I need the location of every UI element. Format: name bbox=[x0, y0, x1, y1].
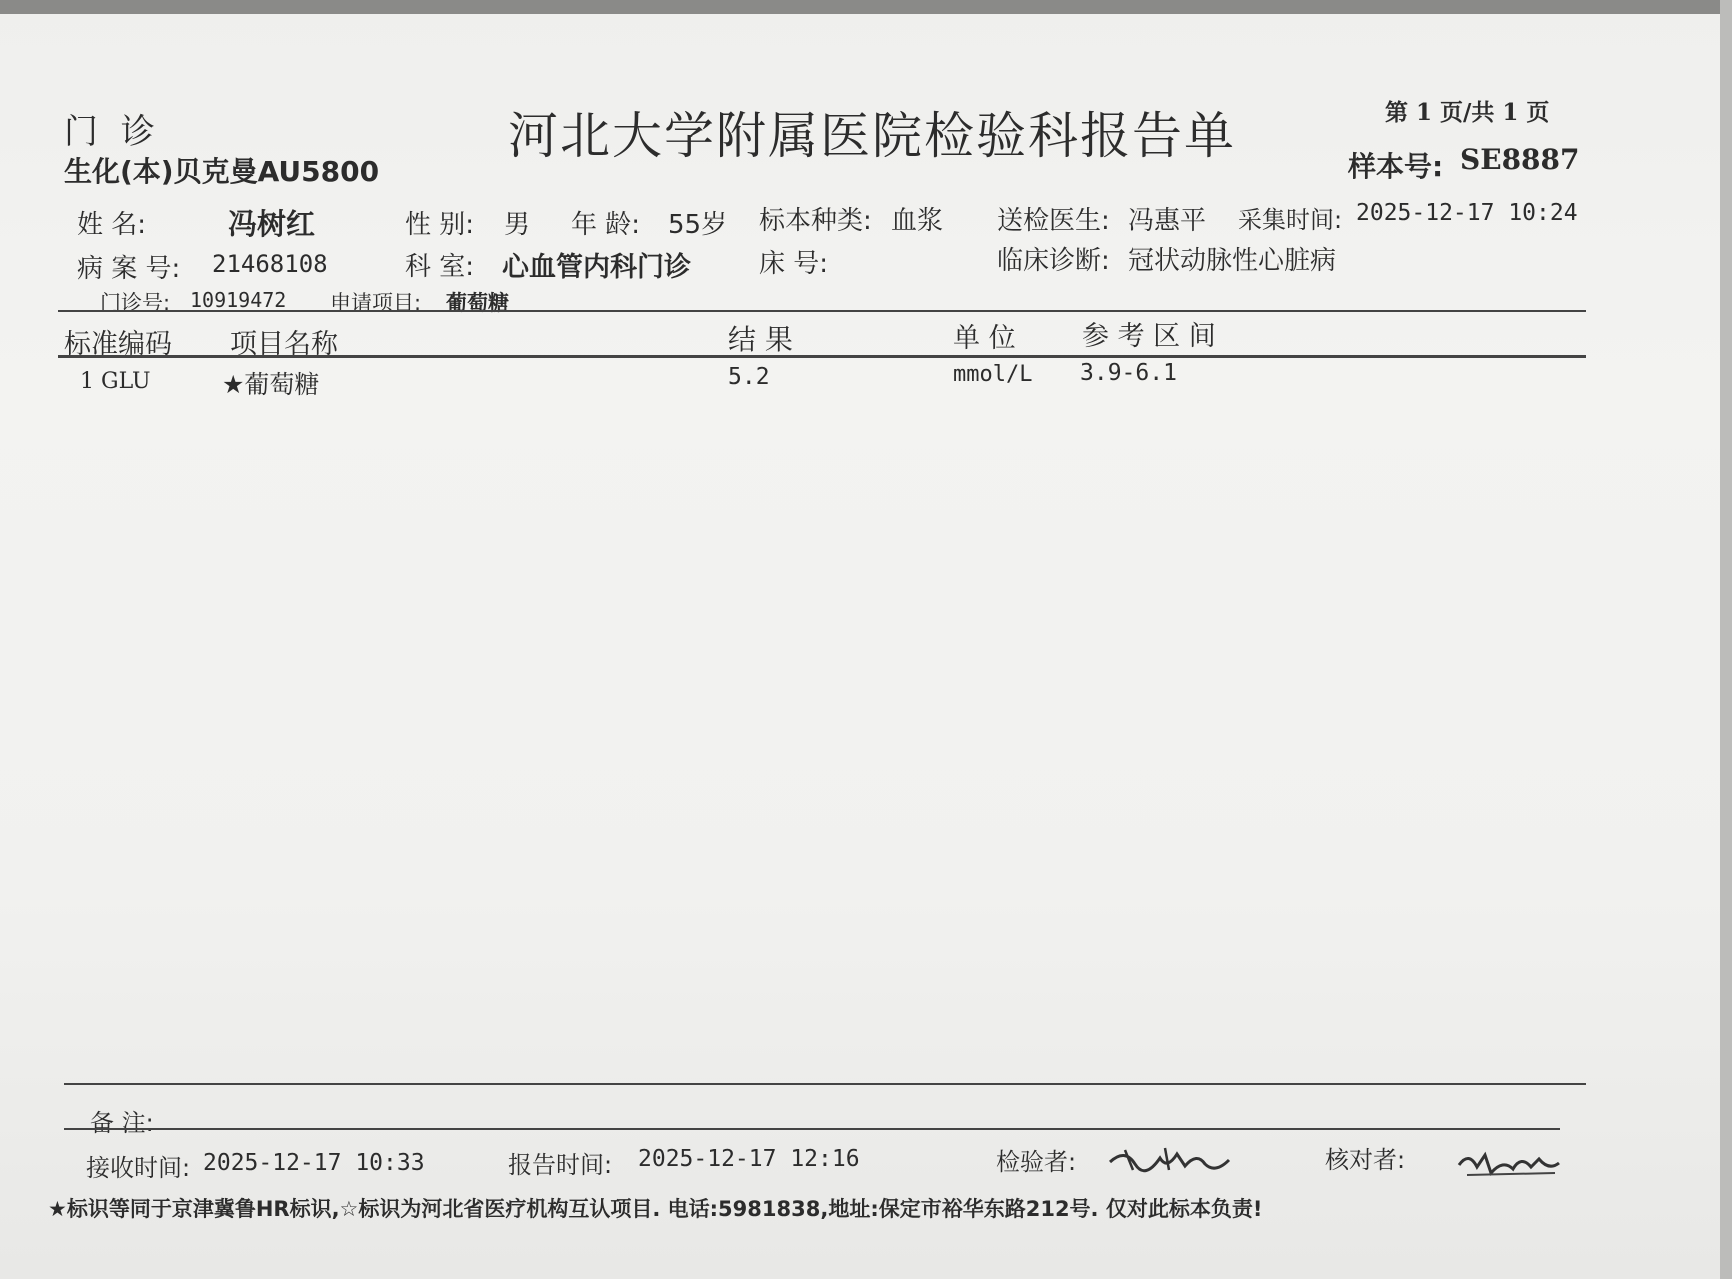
sex-label: 性 别: bbox=[405, 210, 475, 240]
patient-age: 55岁 bbox=[668, 210, 728, 240]
report-title: 河北大学附属医院检验科报告单 bbox=[508, 107, 1236, 165]
doctor-label: 送检医生: bbox=[997, 206, 1110, 236]
sample-number: SE8887 bbox=[1460, 143, 1580, 176]
paper-right-edge bbox=[1720, 0, 1732, 1279]
department: 心血管内科门诊 bbox=[502, 252, 691, 283]
report-time-label: 报告时间: bbox=[508, 1151, 613, 1179]
row-unit: mmol/L bbox=[953, 362, 1033, 387]
checker-signature bbox=[1455, 1145, 1565, 1183]
dept-label: 科 室: bbox=[405, 252, 475, 282]
page-info: 第 1 页/共 1 页 bbox=[1385, 99, 1550, 126]
record-no: 21468108 bbox=[212, 250, 328, 278]
request-label: 申请项目: bbox=[330, 291, 422, 315]
receive-time-label: 接收时间: bbox=[86, 1154, 191, 1182]
diagnosis: 冠状动脉性心脏病 bbox=[1128, 246, 1337, 276]
tester-label: 检验者: bbox=[996, 1148, 1077, 1176]
remark-label: 备 注: bbox=[90, 1109, 154, 1137]
patient-name: 冯树红 bbox=[228, 207, 316, 241]
tester-signature bbox=[1105, 1140, 1235, 1180]
record-no-label: 病 案 号: bbox=[77, 254, 181, 284]
remark-rule bbox=[64, 1128, 1560, 1130]
paper-top-edge bbox=[0, 0, 1732, 14]
col-header-unit: 单 位 bbox=[953, 323, 1016, 354]
doctor-name: 冯惠平 bbox=[1128, 206, 1207, 236]
collect-time: 2025-12-17 10:24 bbox=[1356, 200, 1578, 226]
diagnosis-label: 临床诊断: bbox=[997, 246, 1110, 276]
checker-label: 核对者: bbox=[1325, 1146, 1406, 1174]
col-header-item: 项目名称 bbox=[230, 329, 338, 360]
row-item-name: ★葡萄糖 bbox=[222, 370, 320, 399]
row-range: 3.9-6.1 bbox=[1080, 360, 1177, 386]
bed-label: 床 号: bbox=[759, 249, 829, 279]
footer-note: ★标识等同于京津冀鲁HR标识,☆标识为河北省医疗机构互认项目. 电话:5981838,地址:保定市裕华东路212号. 仅对此标本负责! bbox=[48, 1197, 1263, 1221]
patient-sex: 男 bbox=[504, 210, 531, 240]
specimen-label: 标本种类: bbox=[759, 206, 872, 236]
table-header-rule bbox=[58, 355, 1586, 358]
col-header-result: 结 果 bbox=[728, 323, 793, 356]
collect-time-label: 采集时间: bbox=[1238, 206, 1343, 234]
col-header-range: 参 考 区 间 bbox=[1082, 321, 1216, 352]
sample-number-label: 样本号: bbox=[1348, 150, 1444, 183]
receive-time: 2025-12-17 10:33 bbox=[203, 1150, 425, 1176]
report-time: 2025-12-17 12:16 bbox=[638, 1146, 860, 1172]
outpatient-no: 10919472 bbox=[190, 288, 287, 312]
table-top-rule bbox=[58, 310, 1586, 312]
outpatient-no-label: 门诊号: bbox=[100, 291, 171, 315]
name-label: 姓 名: bbox=[77, 210, 147, 240]
col-header-code: 标准编码 bbox=[64, 329, 172, 360]
age-label: 年 龄: bbox=[571, 210, 641, 240]
footer-top-rule bbox=[64, 1083, 1586, 1085]
row-result: 5.2 bbox=[728, 364, 770, 390]
row-code: 1 GLU bbox=[80, 369, 151, 394]
specimen-type: 血浆 bbox=[891, 206, 944, 236]
instrument-name: 生化(本)贝克曼AU5800 bbox=[64, 155, 380, 188]
clinic-type: 门 诊 bbox=[64, 112, 161, 152]
request-item: 葡萄糖 bbox=[446, 291, 509, 315]
